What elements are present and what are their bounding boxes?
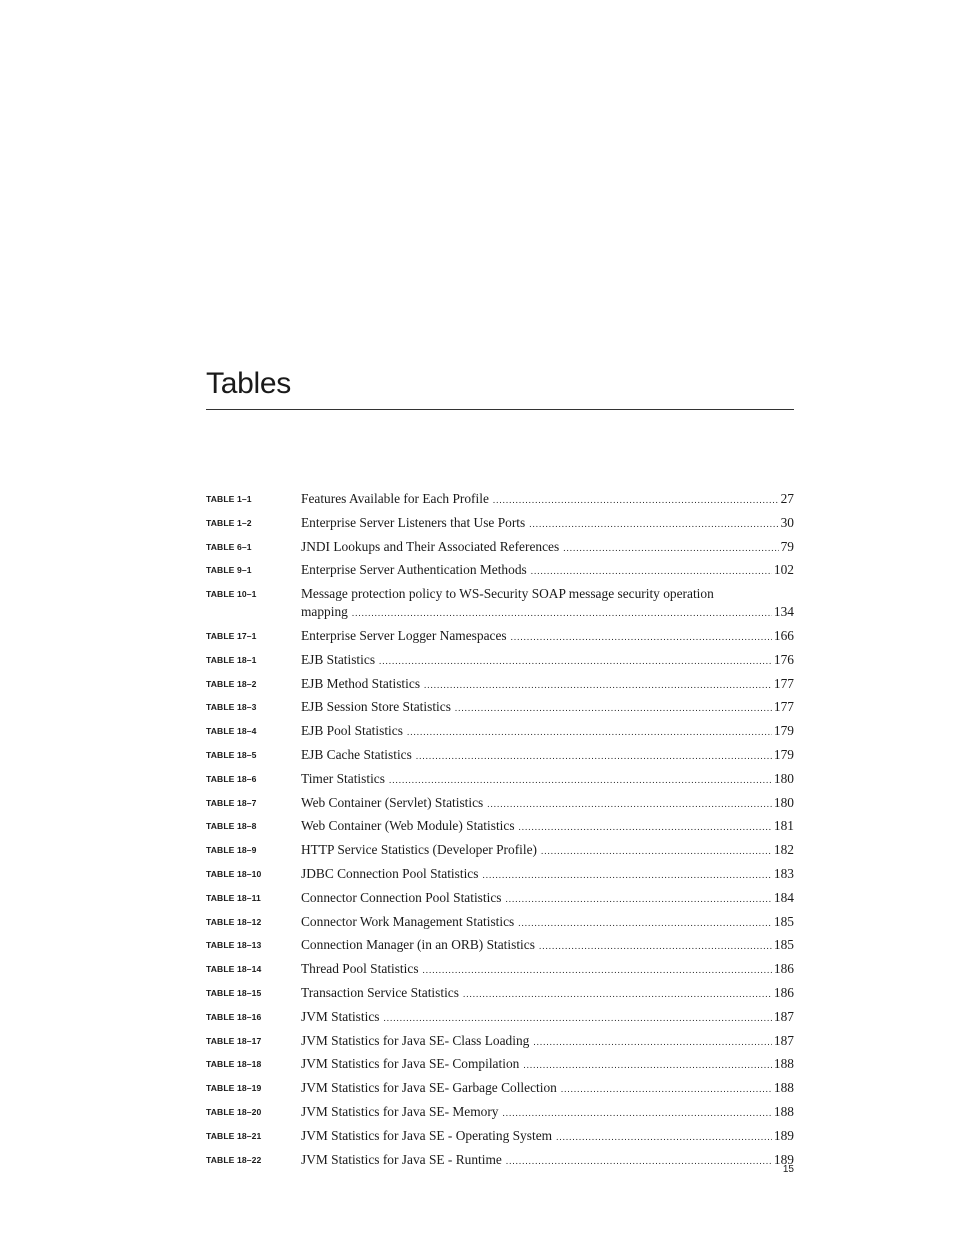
page-reference: 30 bbox=[780, 514, 794, 530]
toc-entry-line bbox=[301, 561, 794, 580]
table-title: EJB Method Statistics bbox=[301, 675, 421, 691]
table-title: JDBC Connection Pool Statistics bbox=[301, 865, 479, 881]
page-reference: 185 bbox=[773, 913, 794, 929]
page-reference: 179 bbox=[773, 723, 794, 739]
table-number-label: TABLE 18–8 bbox=[206, 821, 257, 832]
page-reference: 186 bbox=[773, 961, 794, 977]
page-reference: 27 bbox=[780, 491, 794, 506]
title-rule bbox=[206, 409, 794, 410]
dot-leader bbox=[563, 539, 778, 557]
page-reference: 166 bbox=[773, 627, 794, 643]
page-reference: 188 bbox=[773, 1080, 794, 1096]
toc-entry-line bbox=[301, 984, 794, 1003]
table-title: Web Container (Servlet) Statistics bbox=[301, 794, 484, 810]
table-title: Transaction Service Statistics bbox=[301, 984, 459, 1000]
dot-leader bbox=[561, 1080, 772, 1098]
dot-leader bbox=[423, 961, 772, 979]
dot-leader bbox=[505, 890, 771, 908]
toc-entry-line bbox=[301, 1032, 794, 1051]
page-reference: 189 bbox=[773, 1127, 794, 1143]
toc-entry[interactable] bbox=[206, 1151, 794, 1170]
toc-entry[interactable] bbox=[206, 698, 794, 717]
page-reference: 183 bbox=[773, 865, 794, 881]
table-number-label: TABLE 18–9 bbox=[206, 845, 257, 856]
table-number-label: TABLE 18–11 bbox=[206, 892, 261, 903]
toc-entry[interactable] bbox=[206, 490, 794, 509]
toc-entry[interactable] bbox=[206, 770, 794, 789]
page-title: Tables bbox=[206, 367, 291, 400]
dot-leader bbox=[531, 562, 772, 580]
toc-entry[interactable] bbox=[206, 514, 794, 533]
table-title: JVM Statistics bbox=[301, 1008, 380, 1024]
toc-entry-line bbox=[301, 651, 794, 670]
page-reference: 176 bbox=[773, 651, 794, 667]
toc-entry[interactable] bbox=[206, 538, 794, 557]
toc-entry-line bbox=[301, 1079, 794, 1098]
table-title: EJB Pool Statistics bbox=[301, 723, 403, 739]
toc-entry-line bbox=[301, 936, 794, 955]
dot-leader bbox=[389, 771, 772, 789]
dot-leader bbox=[541, 842, 772, 860]
toc-entry[interactable] bbox=[206, 1055, 794, 1074]
toc-entry-line bbox=[301, 722, 794, 741]
table-number-label: TABLE 1–1 bbox=[206, 494, 252, 504]
table-number-label: TABLE 18–15 bbox=[206, 987, 262, 998]
toc-entry[interactable] bbox=[206, 722, 794, 741]
toc-entry[interactable] bbox=[206, 817, 794, 836]
table-number-label: TABLE 18–14 bbox=[206, 964, 262, 975]
toc-entry[interactable] bbox=[206, 746, 794, 765]
page-reference: 188 bbox=[773, 1103, 794, 1119]
dot-leader bbox=[529, 515, 778, 533]
table-number-label: TABLE 6–1 bbox=[206, 541, 252, 552]
page-reference: 182 bbox=[773, 842, 794, 858]
dot-leader bbox=[519, 818, 772, 836]
table-title: Thread Pool Statistics bbox=[301, 961, 419, 977]
toc-entry[interactable] bbox=[206, 1008, 794, 1027]
page-reference: 181 bbox=[773, 818, 794, 834]
toc-entry[interactable] bbox=[206, 627, 794, 646]
toc-entry[interactable] bbox=[206, 913, 794, 932]
table-title: Connection Manager (in an ORB) Statistics bbox=[301, 937, 535, 953]
toc-entry-line bbox=[301, 841, 794, 860]
table-number-label: TABLE 17–1 bbox=[206, 630, 257, 641]
table-number-label: TABLE 18–17 bbox=[206, 1035, 262, 1046]
table-of-tables bbox=[206, 490, 794, 1174]
page-reference: 187 bbox=[773, 1032, 794, 1048]
table-title: Enterprise Server Logger Namespaces bbox=[301, 627, 507, 643]
toc-entry-line bbox=[301, 770, 794, 789]
table-number-label: TABLE 18–3 bbox=[206, 702, 257, 713]
page-reference: 187 bbox=[773, 1008, 794, 1024]
dot-leader bbox=[384, 1009, 772, 1027]
dot-leader bbox=[424, 676, 772, 694]
dot-leader bbox=[503, 1104, 772, 1122]
table-title: JVM Statistics for Java SE- Compilation bbox=[301, 1056, 520, 1072]
table-number-label: TABLE 18–18 bbox=[206, 1059, 262, 1070]
table-title: JVM Statistics for Java SE- Garbage Collection bbox=[301, 1080, 557, 1096]
table-number-label: TABLE 18–16 bbox=[206, 1011, 262, 1022]
table-title: JVM Statistics for Java SE- Class Loading bbox=[301, 1032, 530, 1048]
toc-entry[interactable] bbox=[206, 585, 794, 622]
dot-leader bbox=[533, 1033, 772, 1051]
dot-leader bbox=[539, 937, 772, 955]
table-title: Connector Work Management Statistics bbox=[301, 913, 515, 929]
toc-entry-line bbox=[301, 746, 794, 765]
table-title: JNDI Lookups and Their Associated References bbox=[301, 538, 560, 554]
table-title: Connector Connection Pool Statistics bbox=[301, 889, 502, 905]
table-number-label: TABLE 18–13 bbox=[206, 940, 262, 951]
table-number-label: TABLE 18–10 bbox=[206, 868, 262, 879]
table-number-label: TABLE 18–7 bbox=[206, 797, 257, 808]
dot-leader bbox=[407, 723, 772, 741]
dot-leader bbox=[379, 652, 772, 670]
table-number-label: TABLE 18–4 bbox=[206, 726, 257, 737]
toc-entry[interactable] bbox=[206, 889, 794, 908]
table-number-label: TABLE 18–1 bbox=[206, 654, 257, 665]
table-title: Web Container (Web Module) Statistics bbox=[301, 818, 515, 834]
toc-entry[interactable] bbox=[206, 794, 794, 813]
table-number-label: TABLE 18–20 bbox=[206, 1106, 262, 1117]
toc-entry-line bbox=[301, 1055, 794, 1074]
toc-entry-line bbox=[301, 698, 794, 717]
table-title: JVM Statistics for Java SE- Memory bbox=[301, 1103, 499, 1119]
dot-leader bbox=[518, 914, 772, 932]
page-reference: 180 bbox=[773, 794, 794, 810]
table-title: EJB Cache Statistics bbox=[301, 746, 412, 762]
toc-entry[interactable] bbox=[206, 936, 794, 955]
table-number-label: TABLE 18–19 bbox=[206, 1083, 262, 1094]
table-title: JVM Statistics for Java SE - Operating System bbox=[301, 1127, 553, 1143]
toc-entry-line bbox=[301, 960, 794, 979]
dot-leader bbox=[482, 866, 771, 884]
page-reference: 134 bbox=[773, 604, 794, 620]
toc-entry-line bbox=[301, 490, 794, 509]
toc-entry[interactable] bbox=[206, 1032, 794, 1051]
dot-leader bbox=[416, 747, 772, 765]
table-number-label: TABLE 9–1 bbox=[206, 565, 252, 576]
dot-leader bbox=[556, 1128, 772, 1146]
dot-leader bbox=[506, 1152, 772, 1170]
toc-entry-line bbox=[301, 675, 794, 694]
dot-leader bbox=[493, 491, 779, 509]
page-reference: 179 bbox=[773, 746, 794, 762]
table-number-label: TABLE 18–22 bbox=[206, 1154, 262, 1165]
table-title: HTTP Service Statistics (Developer Profile) bbox=[301, 842, 538, 858]
toc-entry-line bbox=[301, 865, 794, 884]
table-title: EJB Session Store Statistics bbox=[301, 699, 451, 715]
toc-entry[interactable] bbox=[206, 1127, 794, 1146]
toc-entry-line bbox=[301, 1008, 794, 1027]
dot-leader bbox=[352, 604, 772, 622]
page-reference: 102 bbox=[773, 562, 794, 578]
toc-entry-line bbox=[301, 817, 794, 836]
toc-entry[interactable] bbox=[206, 960, 794, 979]
toc-entry-line bbox=[301, 603, 794, 622]
toc-entry[interactable] bbox=[206, 561, 794, 580]
table-number-label: TABLE 18–21 bbox=[206, 1130, 262, 1141]
toc-entry-line bbox=[301, 538, 794, 557]
toc-entry[interactable] bbox=[206, 865, 794, 884]
table-number-label: TABLE 18–5 bbox=[206, 749, 257, 760]
table-title: Enterprise Server Authentication Methods bbox=[301, 562, 527, 578]
page-reference: 177 bbox=[773, 675, 794, 691]
page-reference: 180 bbox=[773, 770, 794, 786]
page-reference: 177 bbox=[773, 699, 794, 715]
toc-entry[interactable] bbox=[206, 675, 794, 694]
table-title-first-line: Message protection policy to WS-Security SOAP message security operation bbox=[301, 586, 714, 602]
page-reference: 189 bbox=[773, 1151, 794, 1167]
table-title: Enterprise Server Listeners that Use Ports bbox=[301, 514, 526, 530]
page-reference: 186 bbox=[773, 984, 794, 1000]
toc-entry[interactable] bbox=[206, 651, 794, 670]
page-reference: 188 bbox=[773, 1056, 794, 1072]
toc-entry-line bbox=[301, 627, 794, 646]
toc-entry-line bbox=[301, 1127, 794, 1146]
toc-entry[interactable] bbox=[206, 1079, 794, 1098]
page-number: 15 bbox=[782, 1164, 794, 1175]
toc-entry-line bbox=[301, 913, 794, 932]
page-reference: 79 bbox=[780, 538, 794, 554]
toc-entry[interactable] bbox=[206, 1103, 794, 1122]
dot-leader bbox=[487, 795, 772, 813]
table-title: Features Available for Each Profile bbox=[301, 491, 489, 506]
dot-leader bbox=[463, 985, 772, 1003]
page-reference: 184 bbox=[773, 889, 794, 905]
table-number-label: TABLE 10–1 bbox=[206, 589, 257, 600]
toc-entry-line bbox=[301, 889, 794, 908]
dot-leader bbox=[511, 628, 772, 646]
toc-entry-line bbox=[301, 514, 794, 533]
table-title: JVM Statistics for Java SE - Runtime bbox=[301, 1151, 502, 1167]
page-reference: 185 bbox=[773, 937, 794, 953]
dot-leader bbox=[523, 1056, 772, 1074]
table-number-label: TABLE 18–12 bbox=[206, 916, 262, 927]
table-title: EJB Statistics bbox=[301, 651, 376, 667]
dot-leader bbox=[455, 699, 772, 717]
table-number-label: TABLE 1–2 bbox=[206, 517, 252, 528]
table-title: Timer Statistics bbox=[301, 770, 385, 786]
toc-entry[interactable] bbox=[206, 984, 794, 1003]
toc-entry-line bbox=[301, 1151, 794, 1170]
toc-entry-line bbox=[301, 794, 794, 813]
table-number-label: TABLE 18–6 bbox=[206, 773, 257, 784]
toc-entry[interactable] bbox=[206, 841, 794, 860]
table-number-label: TABLE 18–2 bbox=[206, 678, 257, 689]
toc-entry-line bbox=[301, 1103, 794, 1122]
table-title: mapping bbox=[301, 604, 348, 620]
